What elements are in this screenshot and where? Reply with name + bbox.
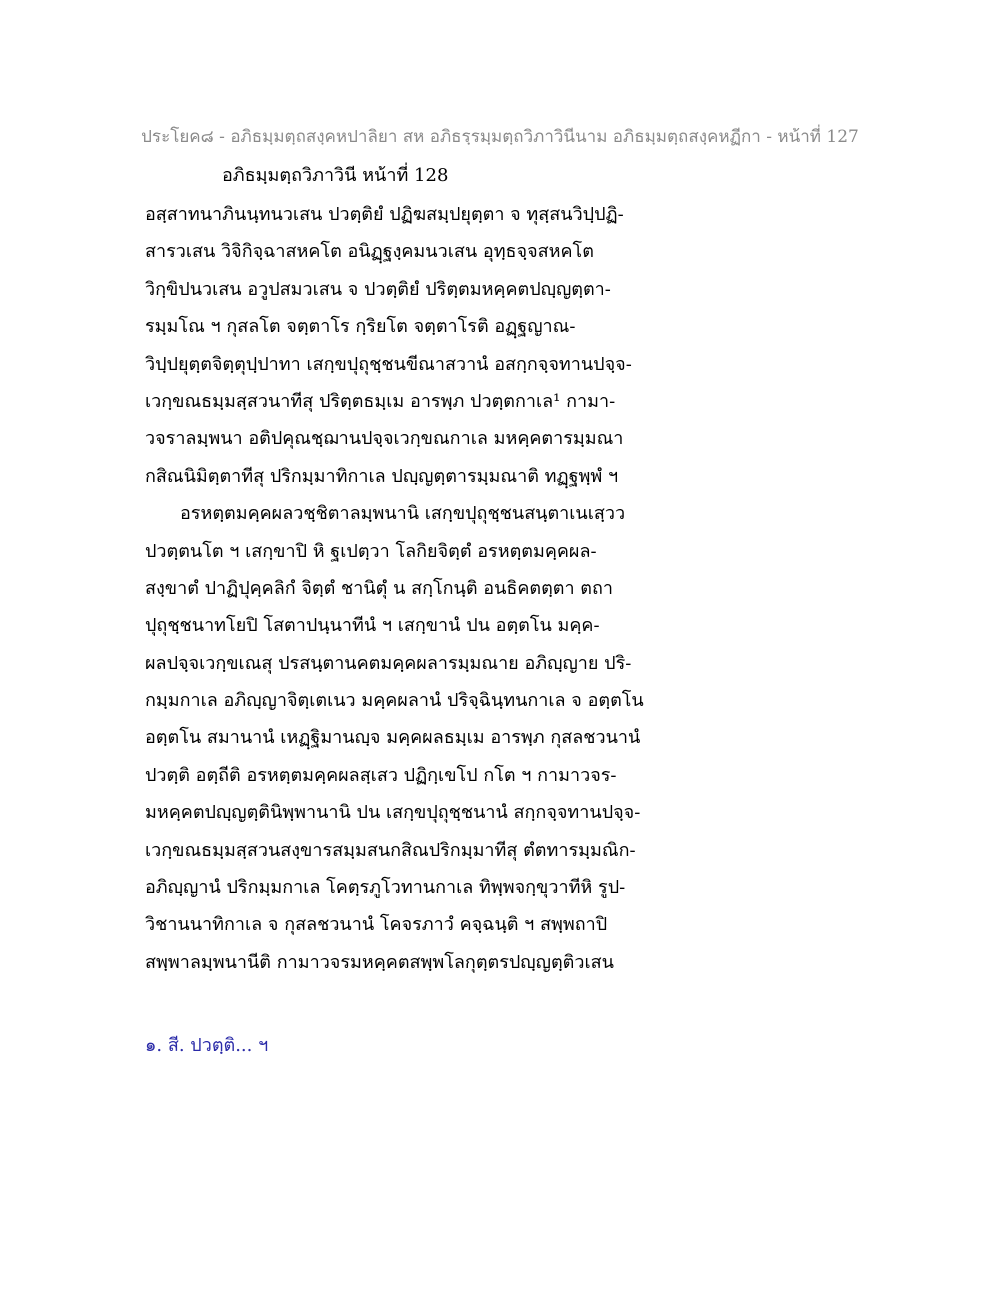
text-line: กมฺมกาเล อภิญฺญาจิตฺเตเนว มคฺคผลานํ ปริจฺฉินฺทนกาเล จ อตฺตโน <box>145 690 644 712</box>
text-line: วิปฺปยุตฺตจิตฺตุปฺปาทา เสกฺขปุถุชฺชนขีณาสวานํ อสกฺกจฺจทานปจฺจ- <box>145 353 632 375</box>
body-text <box>145 196 865 981</box>
text-line: วิกฺขิปนวเสน อวูปสมวเสน จ ปวตฺติยํ ปริตฺตมหคฺคตปญฺญตฺตา- <box>145 278 611 300</box>
text-line: อภิญฺญานํ ปริกมฺมกาเล โคตฺรภูโวทานกาเล ทิพฺพจกฺขุวาทีหิ รูป- <box>145 877 626 899</box>
footnote: ๑. สี. ปวตฺติ... ฯ <box>145 1035 269 1056</box>
text-line: อตฺตโน สมานานํ เหฏฺฐิมานญฺจ มคฺคผลธมฺเม อารพฺภ กุสลชวนานํ <box>145 727 641 749</box>
text-line: อสฺสาทนาภินนฺทนวเสน ปวตฺติยํ ปฏิฆสมฺปยุตฺตา จ ทุสฺสนวิปฺปฏิ- <box>145 204 624 225</box>
paragraph-start-line: อรหตฺตมคฺคผลวชฺชิตาลมฺพนานิ เสกฺขปุถุชฺชนสนฺตาเนเสฺวว <box>180 503 626 525</box>
text-line: เวกฺขณธมฺมสฺสวนาทีสุ ปริตฺตธมฺเม อารพฺภ ปวตฺตกาเล¹ กามา- <box>145 390 616 412</box>
text-line: ปวตฺติ อตฺถีติ อรหตฺตมคฺคผลสฺเสว ปฏิกฺเขโป กโต ฯ กามาวจร- <box>145 764 617 786</box>
text-line: สงฺขาตํ ปาฏิปุคฺคลิกํ จิตฺตํ ชานิตุํ น สกฺโกนฺติ อนธิคตตฺตา ตถา <box>145 577 613 599</box>
text-line: วจราลมฺพนา อติปคุณชฺฌานปจฺจเวกฺขณกาเล มหคฺคตารมฺมณา <box>145 428 624 450</box>
page-heading: อภิธมฺมตฺถวิภาวินี หน้าที่ 128 <box>222 165 449 186</box>
text-line: เวกฺขณธมฺมสฺสวนสงฺขารสมฺมสนกสิณปริกมฺมาทีสุ ตํตทารมฺมณิก- <box>145 839 636 861</box>
text-line: วิชานนาทิกาเล จ กุสลชวนานํ โคจรภาวํ คจฺฉนฺติ ฯ สพฺพถาปิ <box>145 914 608 936</box>
text-line: สารวเสน วิจิกิจฺฉาสหคโต อนิฏฺฐงฺคมนวเสน อุทฺธจฺจสหคโต <box>145 241 594 263</box>
text-line: ปวตฺตนโต ฯ เสกฺขาปิ หิ ฐเปตฺวา โลกิยจิตฺตํ อรหตฺตมคฺคผล- <box>145 540 597 562</box>
text-line: ผลปจฺจเวกฺขเณสุ ปรสนฺตานคตมคฺคผลารมฺมณาย อภิญฺญาย ปริ- <box>145 652 632 674</box>
text-line: กสิณนิมิตฺตาทีสุ ปริกมฺมาทิกาเล ปญฺญตฺตารมฺมณาติ ทฏฺฐพฺพํ ฯ <box>145 465 619 487</box>
running-header: ประโยค๘ - อภิธมฺมตฺถสงฺคหปาลิยา สห อภิธรฺรมฺมตฺถวิภาวินีนาม อภิธมฺมตฺถสงฺคหฏีกา - หน้าที่ 127 <box>141 127 859 147</box>
text-line: สพฺพาลมฺพนานีติ กามาวจรมหคฺคตสพฺพโลกุตฺตรปญฺญตฺติวเสน <box>145 951 614 973</box>
text-line: ปุถุชฺชนาทโยปิ โสตาปนฺนาทีนํ ฯ เสกฺขานํ ปน อตฺตโน มคฺค- <box>145 615 600 637</box>
text-line: รมฺมโณ ฯ กุสลโต จตฺตาโร กฺริยโต จตฺตาโรติ อฏฺฐญาณ- <box>145 316 576 338</box>
text-line: มหคฺคตปญฺญตฺตินิพฺพานานิ ปน เสกฺขปุถุชฺชนานํ สกฺกจฺจทานปจฺจ- <box>145 802 641 824</box>
